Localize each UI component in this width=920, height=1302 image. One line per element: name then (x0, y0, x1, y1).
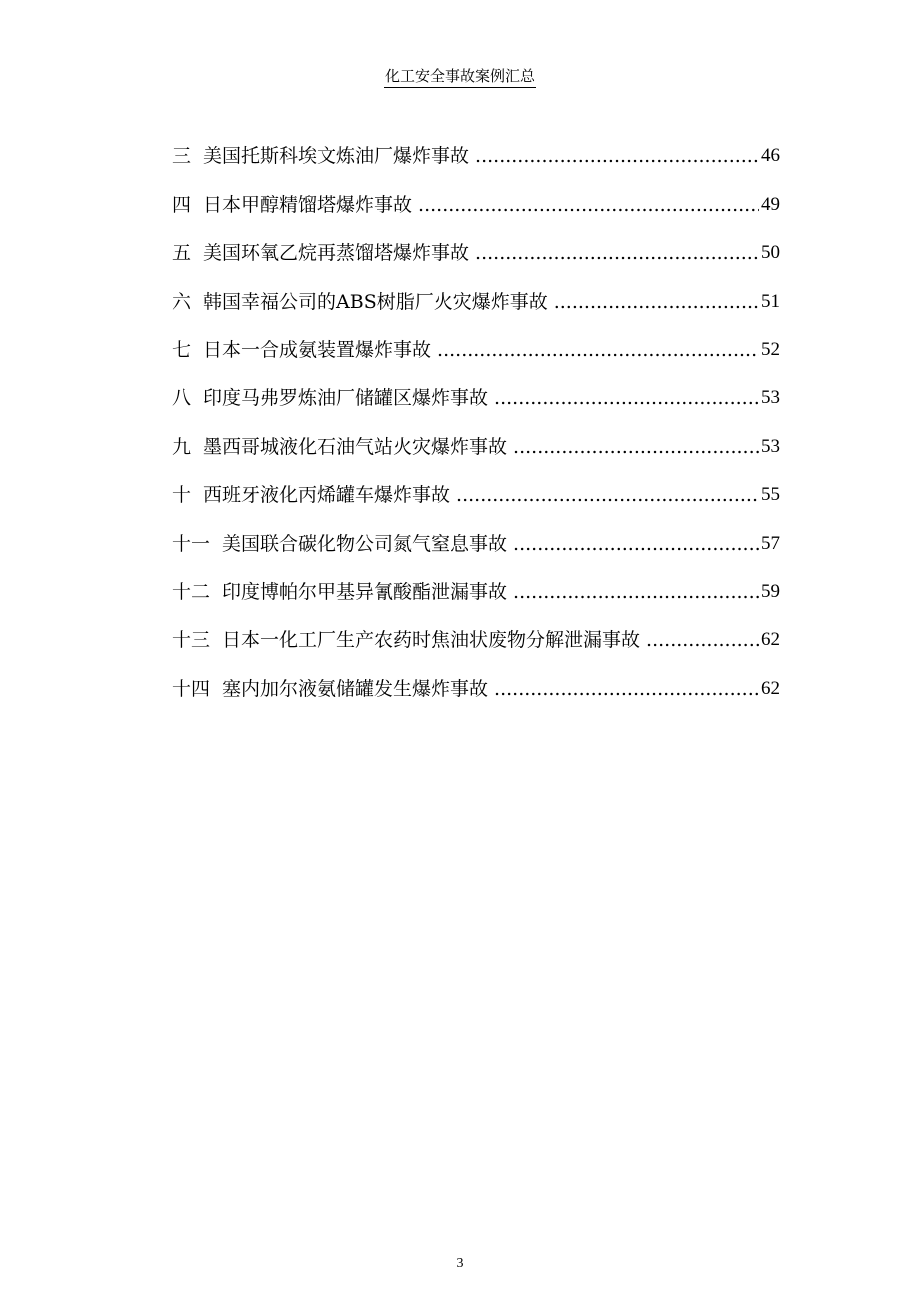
toc-entry[interactable] (172, 459, 780, 507)
toc-entry-title: 墨西哥城液化石油气站火灾爆炸事故 (203, 435, 508, 458)
toc-dot-leader (513, 435, 759, 459)
toc-entry-number: 九 (172, 435, 192, 458)
toc-entry[interactable] (172, 168, 780, 216)
toc-entry-title: 美国托斯科埃文炼油厂爆炸事故 (203, 145, 470, 168)
toc-dot-leader (554, 290, 759, 314)
toc-entry-page: 52 (761, 338, 780, 360)
toc-entry[interactable] (172, 217, 780, 265)
toc-entry[interactable] (172, 265, 780, 313)
toc-entry[interactable] (172, 652, 780, 700)
toc-entry[interactable] (172, 362, 780, 410)
toc-entry-page: 53 (761, 387, 780, 409)
toc-entry[interactable] (172, 120, 780, 168)
page-header (0, 66, 920, 88)
toc-entry-page: 46 (761, 145, 780, 167)
toc-entry-title: 印度博帕尔甲基异氰酸酯泄漏事故 (222, 580, 508, 603)
toc-entry-number: 七 (172, 338, 192, 361)
toc-dot-leader (513, 532, 759, 556)
toc-entry-page: 62 (761, 677, 780, 699)
toc-dot-leader (646, 628, 759, 652)
toc-dot-leader (475, 144, 759, 168)
toc-entry[interactable] (172, 604, 780, 652)
document-title: 化工安全事故案例汇总 (384, 66, 536, 88)
page-number: 3 (456, 1256, 464, 1271)
toc-entry-title: 塞内加尔液氨储罐发生爆炸事故 (222, 677, 489, 700)
toc-entry-page: 51 (761, 290, 780, 312)
toc-entry-page: 50 (761, 242, 780, 264)
toc-entry-number: 四 (172, 193, 192, 216)
toc-entry-title: 西班牙液化丙烯罐车爆炸事故 (203, 484, 451, 507)
toc-entry-page: 57 (761, 532, 780, 554)
toc-entry-number: 三 (172, 145, 192, 168)
toc-entry-page: 55 (761, 484, 780, 506)
toc-entry-number: 六 (172, 290, 192, 313)
table-of-contents (172, 120, 780, 701)
toc-dot-leader (418, 193, 759, 217)
toc-entry-title: 日本一合成氨装置爆炸事故 (203, 338, 432, 361)
toc-entry-title: 美国联合碳化物公司氮气窒息事故 (222, 532, 508, 555)
toc-entry-title: 印度马弗罗炼油厂储罐区爆炸事故 (203, 387, 489, 410)
toc-entry-page: 62 (761, 629, 780, 651)
toc-entry[interactable] (172, 556, 780, 604)
toc-entry-number: 十四 (172, 677, 211, 700)
toc-entry[interactable] (172, 410, 780, 458)
toc-entry-number: 十 (172, 484, 192, 507)
toc-dot-leader (475, 241, 759, 265)
toc-dot-leader (437, 338, 759, 362)
toc-entry-page: 53 (761, 435, 780, 457)
toc-entry-number: 五 (172, 242, 192, 265)
toc-entry-title: 美国环氧乙烷再蒸馏塔爆炸事故 (203, 242, 470, 265)
toc-entry-number: 十一 (172, 532, 211, 555)
toc-entry-title: 韩国幸福公司的ABS树脂厂火灾爆炸事故 (203, 290, 548, 313)
toc-dot-leader (494, 677, 759, 701)
toc-entry[interactable] (172, 314, 780, 362)
toc-entry-number: 十三 (172, 629, 211, 652)
toc-entry-title: 日本甲醇精馏塔爆炸事故 (203, 193, 413, 216)
toc-entry-page: 59 (761, 580, 780, 602)
toc-dot-leader (456, 483, 759, 507)
toc-entry-number: 十二 (172, 580, 211, 603)
toc-dot-leader (513, 580, 759, 604)
toc-entry-title: 日本一化工厂生产农药时焦油状废物分解泄漏事故 (222, 629, 641, 652)
toc-dot-leader (494, 386, 759, 410)
toc-entry-page: 49 (761, 193, 780, 215)
toc-entry-number: 八 (172, 387, 192, 410)
toc-entry[interactable] (172, 507, 780, 555)
